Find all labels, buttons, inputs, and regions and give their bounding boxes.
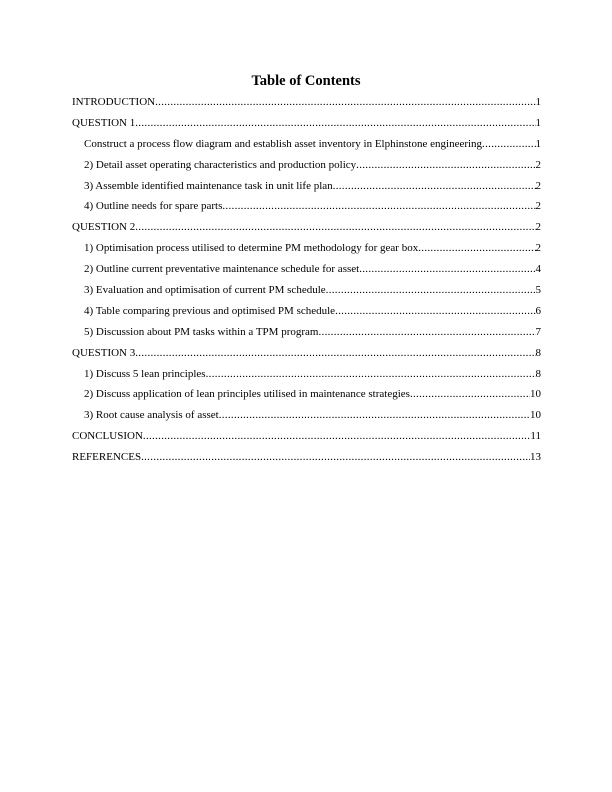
- toc-entry-label: QUESTION 3: [72, 346, 136, 359]
- toc-title: Table of Contents: [251, 73, 361, 89]
- toc-entry[interactable]: [72, 179, 541, 200]
- toc-entry[interactable]: [72, 241, 541, 262]
- toc-entry-page-number: 11: [530, 430, 541, 443]
- toc-entry-page-number: 2: [535, 179, 541, 192]
- toc-entry[interactable]: [72, 95, 541, 116]
- toc-entry-label: REFERENCES: [72, 451, 142, 464]
- toc-entry[interactable]: [72, 304, 541, 325]
- toc-entry-page-number: 1: [535, 116, 541, 129]
- toc-dot-leader: [135, 220, 535, 235]
- toc-entry[interactable]: [72, 367, 541, 388]
- toc-entry-label: 4) Table comparing previous and optimised PM schedule: [84, 304, 336, 317]
- toc-entry-label: 3) Evaluation and optimisation of current PM schedule: [84, 284, 326, 297]
- toc-entry-page-number: 8: [535, 346, 541, 359]
- toc-entry-label: 1) Discuss 5 lean principles: [84, 367, 206, 380]
- toc-dot-leader: [135, 346, 535, 361]
- toc-dot-leader: [326, 283, 536, 298]
- toc-entry-label: 3) Assemble identified maintenance task in unit life plan: [84, 179, 333, 192]
- toc-entry[interactable]: [72, 137, 541, 158]
- toc-dot-leader: [318, 325, 535, 340]
- toc-entry[interactable]: [72, 116, 541, 137]
- table-of-contents: [72, 95, 541, 471]
- toc-entry-label: 2) Discuss application of lean principles utilised in maintenance strategies: [84, 388, 410, 401]
- toc-entry-label: 5) Discussion about PM tasks within a TPM program: [84, 325, 319, 338]
- toc-entry-label: CONCLUSION: [72, 430, 143, 443]
- toc-entry[interactable]: [72, 450, 541, 471]
- toc-dot-leader: [482, 137, 535, 152]
- toc-entry-page-number: 2: [535, 242, 541, 255]
- toc-entry-label: QUESTION 2: [72, 221, 136, 234]
- toc-dot-leader: [155, 95, 535, 110]
- toc-entry-page-number: 2: [535, 200, 541, 213]
- toc-entry-page-number: 6: [535, 304, 541, 317]
- toc-entry-label: QUESTION 1: [72, 116, 136, 129]
- toc-entry[interactable]: [72, 346, 541, 367]
- toc-entry-page-number: 2: [535, 221, 541, 234]
- toc-entry-page-number: 13: [530, 451, 541, 464]
- toc-entry[interactable]: [72, 283, 541, 304]
- toc-entry-page-number: 5: [535, 284, 541, 297]
- toc-dot-leader: [410, 387, 530, 402]
- toc-entry[interactable]: [72, 387, 541, 408]
- toc-entry[interactable]: [72, 199, 541, 220]
- toc-entry-page-number: 7: [535, 325, 541, 338]
- toc-entry-label: INTRODUCTION: [72, 96, 156, 108]
- toc-entry-page-number: 4: [535, 263, 541, 276]
- toc-dot-leader: [219, 408, 530, 423]
- toc-entry-label: 2) Detail asset operating characteristics and production policy: [84, 158, 357, 171]
- toc-entry-page-number: 10: [530, 409, 541, 422]
- toc-entry-label: 1) Optimisation process utilised to determine PM methodology for gear box: [84, 242, 419, 255]
- toc-entry[interactable]: [72, 220, 541, 241]
- toc-dot-leader: [418, 241, 535, 256]
- toc-dot-leader: [356, 158, 535, 173]
- toc-entry-page-number: 2: [535, 158, 541, 171]
- toc-entry-page-number: 10: [530, 388, 541, 401]
- toc-dot-leader: [335, 304, 535, 319]
- toc-entry-label: Construct a process flow diagram and establish asset inventory in Elphinstone engineering: [84, 137, 483, 150]
- toc-entry-page-number: 1: [535, 137, 541, 150]
- toc-entry-label: 4) Outline needs for spare parts: [84, 200, 223, 213]
- toc-entry-page-number: 1: [535, 96, 541, 108]
- toc-entry[interactable]: [72, 262, 541, 283]
- toc-dot-leader: [333, 179, 536, 194]
- toc-dot-leader: [143, 429, 531, 444]
- toc-dot-leader: [206, 367, 536, 382]
- toc-entry-label: 3) Root cause analysis of asset: [84, 409, 219, 422]
- toc-entry-page-number: 8: [535, 367, 541, 380]
- toc-entry[interactable]: [72, 429, 541, 450]
- toc-entry[interactable]: [72, 408, 541, 429]
- toc-entry-label: 2) Outline current preventative maintenance schedule for asset: [84, 263, 360, 276]
- toc-entry[interactable]: [72, 325, 541, 346]
- toc-entry[interactable]: [72, 158, 541, 179]
- toc-dot-leader: [359, 262, 535, 277]
- toc-dot-leader: [135, 116, 535, 131]
- toc-dot-leader: [222, 199, 535, 214]
- toc-dot-leader: [141, 450, 530, 465]
